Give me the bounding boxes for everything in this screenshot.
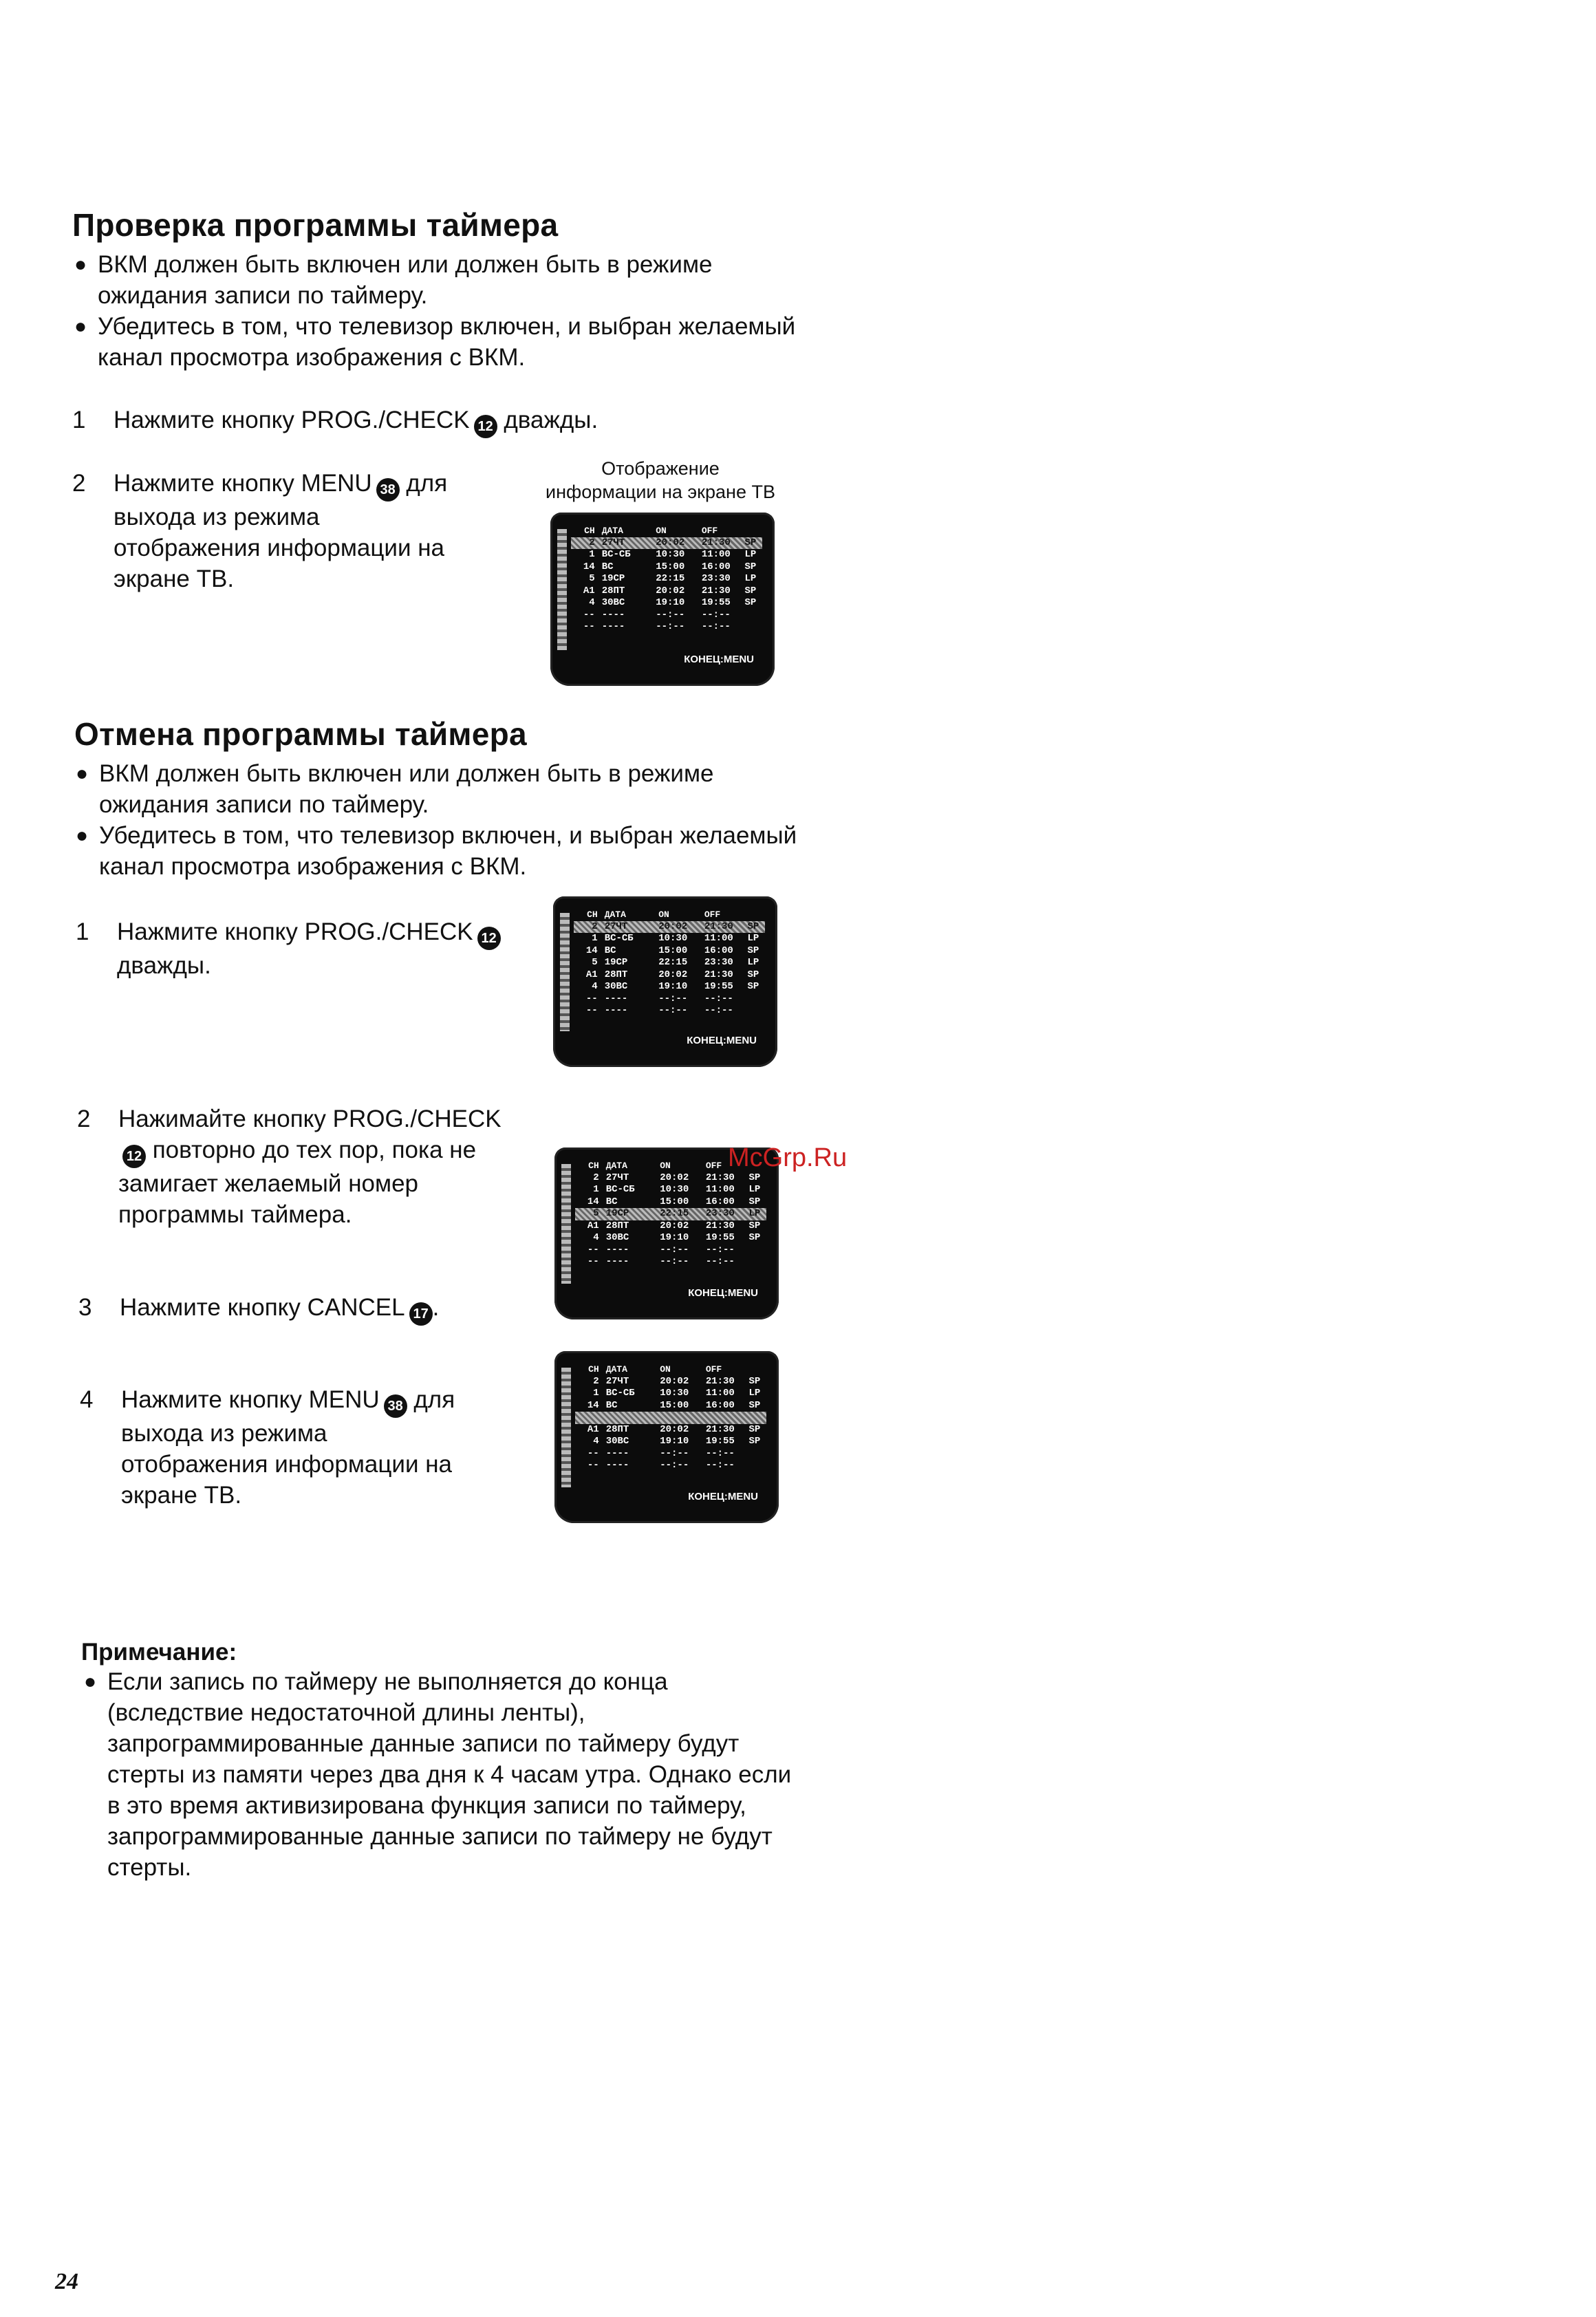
cell-off: --:--	[704, 993, 733, 1004]
cell-date: ВС	[605, 1399, 618, 1411]
cell-off: 21:30	[705, 1172, 735, 1183]
cell-mode: LP	[748, 1184, 761, 1195]
cell-mode: SP	[748, 1375, 761, 1387]
cell-on: --:--	[656, 621, 685, 632]
header-date: ДАТА	[605, 1161, 627, 1171]
header-off: OFF	[705, 1364, 722, 1375]
timer-list-header	[574, 909, 765, 921]
timer-list	[575, 1364, 766, 1472]
timer-row-selected	[575, 1208, 766, 1220]
cell-on: 20:02	[658, 920, 688, 932]
cell-ch: 14	[587, 1399, 599, 1411]
cell-ch: 4	[593, 1436, 599, 1447]
cell-mode: SP	[748, 1172, 761, 1183]
cell-off: 11:00	[705, 1184, 735, 1195]
cell-on: --:--	[656, 609, 685, 621]
cell-date: 28ПТ	[605, 1220, 629, 1231]
cell-mode: SP	[748, 1423, 761, 1435]
cell-ch: A1	[587, 1423, 599, 1435]
cell-on: 20:02	[660, 1172, 689, 1183]
cell-ch: A1	[587, 1220, 599, 1231]
cell-on: 20:02	[656, 585, 685, 596]
timer-row	[571, 585, 762, 598]
header-mode	[743, 909, 765, 921]
section2-title: Отмена программы таймера	[74, 716, 527, 752]
cell-mode: SP	[747, 981, 759, 992]
cell-on: 15:00	[660, 1399, 689, 1411]
cell-ch: 4	[589, 597, 595, 608]
cell-date: 27ЧТ	[605, 1172, 629, 1183]
timer-row	[574, 957, 765, 969]
cell-mode: LP	[748, 1208, 761, 1219]
header-ch: СН	[587, 909, 598, 920]
cell-on: 15:00	[658, 945, 688, 956]
timer-row	[575, 1244, 766, 1257]
cell-on: --:--	[658, 993, 688, 1004]
timer-row-selected	[571, 537, 762, 550]
header-mode	[744, 1364, 766, 1376]
cell-mode	[740, 621, 762, 634]
cell-mode: SP	[748, 1232, 761, 1243]
cell-on: 19:10	[658, 981, 688, 992]
cell-date: 30ВС	[604, 981, 628, 992]
cell-off: 16:00	[701, 561, 731, 572]
cell-on: 19:10	[660, 1436, 689, 1447]
cell-mode: SP	[748, 1220, 761, 1231]
timer-row	[575, 1388, 766, 1400]
header-ch: СН	[584, 526, 595, 536]
timer-row	[575, 1220, 766, 1233]
timer-list	[571, 525, 762, 634]
timer-row	[575, 1184, 766, 1196]
cell-on: --:--	[660, 1447, 689, 1459]
cell-date: ----	[604, 993, 628, 1004]
cell-on: 10:30	[656, 549, 685, 560]
cell-ch: 4	[593, 1232, 599, 1243]
cell-off: --:--	[705, 1244, 735, 1256]
cell-date: 19СР	[604, 957, 628, 968]
header-off: OFF	[705, 1161, 722, 1171]
cell-ch	[575, 1412, 599, 1424]
cell-off: 23:30	[701, 573, 731, 584]
timer-row	[575, 1232, 766, 1244]
badge-12-icon: 12	[477, 927, 501, 950]
timer-row	[574, 1005, 765, 1017]
timer-row	[571, 621, 762, 634]
cell-on: --:--	[660, 1256, 689, 1267]
cell-date: ВС	[604, 945, 616, 956]
cell-off: --:--	[705, 1447, 735, 1459]
cell-ch: --	[587, 1256, 599, 1267]
timer-row	[575, 1436, 766, 1448]
timer-row	[574, 933, 765, 945]
header-date: ДАТА	[601, 526, 623, 536]
cell-off: --:--	[705, 1460, 735, 1471]
timer-row	[574, 945, 765, 958]
timer-row	[571, 549, 762, 561]
cell-mode	[744, 1412, 766, 1424]
cell-date: ВС	[601, 561, 614, 572]
section2-step1: 1 Нажмите кнопку PROG./CHECK 12 дважды.	[76, 916, 557, 981]
cell-off: --:--	[701, 621, 731, 632]
badge-12-icon: 12	[474, 415, 497, 438]
cell-on: 22:15	[660, 1208, 689, 1219]
cell-off: 16:00	[705, 1196, 735, 1207]
cell-off: 21:30	[704, 969, 733, 980]
cell-mode	[743, 1005, 765, 1017]
cell-off: 19:55	[705, 1232, 735, 1243]
cell-off: 21:30	[705, 1423, 735, 1435]
bullet-item: ● ВКМ должен быть включен или должен быть в режиме ожидания записи по таймеру.	[76, 760, 714, 818]
cell-date: 28ПТ	[604, 969, 628, 980]
tv-screen-check	[550, 513, 775, 686]
timer-list	[575, 1160, 766, 1269]
cell-off: 16:00	[705, 1399, 735, 1411]
badge-12-icon: 12	[122, 1145, 146, 1168]
header-off: OFF	[701, 526, 718, 536]
screen-side-stripe	[561, 1164, 571, 1284]
cell-date: ВС-СБ	[605, 1184, 635, 1195]
timer-row	[575, 1376, 766, 1388]
cell-off: 19:55	[705, 1436, 735, 1447]
timer-row	[574, 981, 765, 993]
cell-ch: 5	[592, 957, 598, 968]
cell-mode: SP	[748, 1399, 761, 1411]
cell-on: 10:30	[660, 1184, 689, 1195]
cell-ch: 14	[587, 1196, 599, 1207]
header-date: ДАТА	[604, 909, 626, 920]
cell-off: 21:30	[705, 1220, 735, 1231]
watermark: McGrp.Ru	[728, 1143, 848, 1172]
section1-bullets	[74, 249, 804, 373]
cell-mode: SP	[747, 969, 759, 980]
cell-ch: 14	[585, 945, 598, 956]
badge-38-icon: 38	[384, 1394, 407, 1418]
cell-mode: SP	[744, 537, 757, 548]
header-mode	[740, 525, 762, 537]
cell-mode: SP	[744, 585, 757, 596]
cell-mode: LP	[748, 1388, 761, 1399]
cell-off: --:--	[704, 1005, 733, 1016]
header-ch: СН	[588, 1161, 599, 1171]
header-on: ON	[660, 1161, 671, 1171]
header-ch: СН	[588, 1364, 599, 1375]
bullet-item: ● Убедитесь в том, что телевизор включен, и выбран желаемый канал просмотра изображения с ВКМ.	[74, 313, 796, 371]
timer-list	[574, 909, 765, 1017]
timer-row-selected	[575, 1412, 766, 1424]
cell-ch: 1	[593, 1388, 599, 1399]
cell-on: --:--	[660, 1460, 689, 1471]
timer-row	[571, 597, 762, 610]
timer-row	[574, 969, 765, 982]
timer-row	[575, 1400, 766, 1412]
section1-title: Проверка программы таймера	[72, 207, 559, 243]
timer-row	[575, 1256, 766, 1269]
cell-date: ВС-СБ	[605, 1388, 635, 1399]
cell-off: 19:55	[704, 981, 733, 992]
header-off: OFF	[704, 909, 721, 920]
cell-date: ----	[604, 1005, 628, 1016]
cell-ch: 1	[592, 933, 598, 944]
cell-mode: SP	[744, 597, 757, 608]
cell-date: 27ЧТ	[604, 920, 628, 932]
timer-row	[575, 1172, 766, 1185]
cell-date: ----	[601, 609, 625, 621]
cell-on: --:--	[660, 1244, 689, 1256]
cell-off: 23:30	[704, 957, 733, 968]
screen-footer: КОНЕЦ:MENU	[688, 1491, 758, 1502]
screen-side-stripe	[560, 913, 570, 1031]
cell-ch: --	[587, 1460, 599, 1471]
cell-date: ----	[605, 1460, 629, 1471]
timer-row	[571, 561, 762, 574]
cell-off: 21:30	[704, 920, 733, 932]
section2-step3: 3 Нажмите кнопку CANCEL 17 .	[78, 1292, 532, 1326]
timer-row	[571, 573, 762, 585]
cell-ch: 1	[593, 1184, 599, 1195]
timer-row	[575, 1448, 766, 1461]
cell-date: 27ЧТ	[601, 537, 625, 548]
cell-off: 16:00	[704, 945, 733, 956]
cell-date: ВС-СБ	[604, 933, 634, 944]
screen-side-stripe	[561, 1368, 571, 1487]
cell-on: 20:02	[660, 1423, 689, 1435]
cell-date: 19СР	[605, 1208, 629, 1219]
cell-ch: A1	[585, 969, 598, 980]
cell-ch: 2	[593, 1375, 599, 1387]
cell-date: ----	[605, 1447, 629, 1459]
cell-off: 11:00	[705, 1388, 735, 1399]
cell-off: 19:55	[701, 597, 731, 608]
cell-date: 27ЧТ	[605, 1375, 629, 1387]
bullet-item: ● ВКМ должен быть включен или должен быть в режиме ожидания записи по таймеру.	[74, 251, 713, 309]
tv-screen-cancel-step4	[554, 1351, 779, 1523]
cell-mode	[740, 610, 762, 622]
timer-row	[571, 610, 762, 622]
cell-date: 28ПТ	[601, 585, 625, 596]
badge-17-icon: 17	[409, 1302, 433, 1326]
cell-date: ВС	[605, 1196, 618, 1207]
timer-list-header	[575, 1364, 766, 1376]
cell-on: --:--	[658, 1005, 688, 1016]
cell-ch: 5	[589, 573, 595, 584]
timer-row-selected	[574, 921, 765, 934]
tv-screen-cancel-step1	[553, 896, 777, 1067]
cell-ch: 5	[593, 1208, 599, 1219]
timer-row	[575, 1460, 766, 1472]
timer-row	[575, 1196, 766, 1209]
cell-on: 20:02	[660, 1375, 689, 1387]
cell-ch: 2	[593, 1172, 599, 1183]
section1-step1: 1 Нажмите кнопку PROG./CHECK 12 дважды.	[72, 405, 829, 438]
screen-side-stripe	[557, 529, 567, 650]
cell-on: 15:00	[660, 1196, 689, 1207]
tv-screen-cancel-step2	[554, 1147, 779, 1319]
header-date: ДАТА	[605, 1364, 627, 1375]
cell-mode: LP	[744, 549, 757, 560]
section2-step4: 4 Нажмите кнопку MENU 38 для выхода из режима отображения информации на экране ТВ.	[80, 1386, 455, 1509]
cell-off: 21:30	[705, 1375, 735, 1387]
cell-ch: 4	[592, 981, 598, 992]
cell-on: 19:10	[660, 1232, 689, 1243]
cell-on: 10:30	[660, 1388, 689, 1399]
cell-mode: SP	[748, 1196, 761, 1207]
cell-mode: LP	[747, 933, 759, 944]
cell-mode	[744, 1448, 766, 1461]
cell-ch: 14	[583, 561, 595, 572]
cell-mode	[744, 1256, 766, 1269]
screen-footer: КОНЕЦ:MENU	[688, 1287, 758, 1299]
cell-ch: A1	[583, 585, 595, 596]
cell-mode: SP	[747, 945, 759, 956]
cell-ch: --	[585, 993, 598, 1004]
cell-date: 30ВС	[601, 597, 625, 608]
bullet-item: ● Убедитесь в том, что телевизор включен, и выбран желаемый канал просмотра изображения с ВКМ.	[76, 822, 797, 880]
cell-date: ВС-СБ	[601, 549, 631, 560]
cell-mode	[743, 993, 765, 1006]
cell-mode: SP	[748, 1436, 761, 1447]
header-on: ON	[656, 526, 667, 536]
cell-off: 11:00	[701, 549, 731, 560]
cell-mode: LP	[744, 573, 757, 584]
cell-off	[699, 1412, 745, 1424]
cell-ch: --	[585, 1005, 598, 1016]
cell-ch: --	[583, 609, 595, 621]
timer-row	[574, 993, 765, 1006]
cell-on: 10:30	[658, 933, 688, 944]
section2-step2: 2 Нажимайте кнопку PROG./CHECK12 повторно до тех пор, пока не замигает желаемый номер программы таймера.	[77, 1106, 502, 1228]
cell-on: 15:00	[656, 561, 685, 572]
timer-row	[575, 1424, 766, 1436]
screen-footer: КОНЕЦ:MENU	[684, 654, 754, 665]
cell-on: 20:02	[660, 1220, 689, 1231]
cell-date: 28ПТ	[605, 1423, 629, 1435]
cell-off: --:--	[705, 1256, 735, 1267]
cell-ch: 1	[589, 549, 595, 560]
cell-mode	[744, 1244, 766, 1257]
cell-mode	[744, 1460, 766, 1472]
cell-date: ----	[605, 1256, 629, 1267]
cell-date: 30ВС	[605, 1232, 629, 1243]
screen-caption: Отображение информации на экране ТВ	[546, 458, 775, 502]
cell-ch: 2	[592, 920, 598, 932]
cell-ch: 2	[589, 537, 595, 548]
cell-mode: SP	[744, 561, 757, 572]
cell-on: 20:02	[658, 969, 688, 980]
section2-bullets	[76, 758, 805, 882]
cell-off: 21:30	[701, 537, 731, 548]
cell-on: 19:10	[656, 597, 685, 608]
cell-off: 11:00	[704, 933, 733, 944]
cell-on: 22:15	[656, 573, 685, 584]
header-on: ON	[660, 1364, 671, 1375]
cell-on: 20:02	[656, 537, 685, 548]
cell-date	[599, 1412, 660, 1424]
note-text: ● Если запись по таймеру не выполняется до конца (вследствие недостаточной длины ленты), запрограммированные данные записи по таймеру будут стерты из памяти через два дня к 4 часам утра. Однако если в это время активизирована функция записи по таймеру, запрограммированные данные записи по таймеру не будут стерты.	[84, 1668, 792, 1881]
cell-ch: --	[587, 1447, 599, 1459]
cell-date: 30ВС	[605, 1436, 629, 1447]
cell-date: ----	[605, 1244, 629, 1256]
cell-on	[660, 1412, 699, 1424]
cell-date: 19СР	[601, 573, 625, 584]
section1-step2: 2 Нажмите кнопку MENU 38 для выхода из режима отображения информации на экране ТВ.	[72, 470, 448, 592]
timer-list-header	[571, 525, 762, 537]
cell-date: ----	[601, 621, 625, 632]
cell-ch: --	[583, 621, 595, 632]
cell-off: --:--	[701, 609, 731, 621]
cell-mode: LP	[747, 957, 759, 968]
header-on: ON	[658, 909, 669, 920]
cell-off: 21:30	[701, 585, 731, 596]
cell-on: 22:15	[658, 957, 688, 968]
cell-mode: SP	[747, 920, 759, 932]
cell-ch: --	[587, 1244, 599, 1256]
badge-38-icon: 38	[376, 478, 400, 502]
screen-footer: КОНЕЦ:MENU	[687, 1035, 757, 1046]
note-title: Примечание:	[81, 1639, 237, 1666]
cell-off: 23:30	[705, 1208, 735, 1219]
page-number: 24	[55, 2269, 78, 2294]
